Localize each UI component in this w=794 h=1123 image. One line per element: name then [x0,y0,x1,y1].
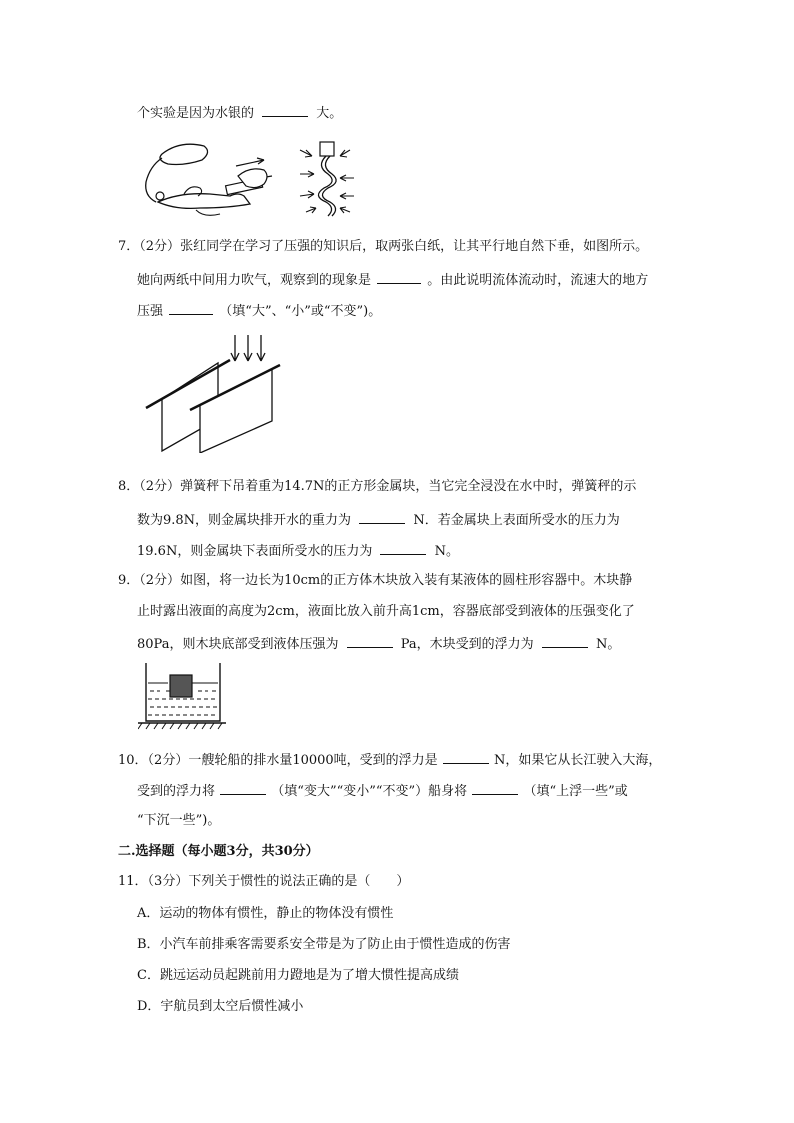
q11-option-b-text: B．小汽车前排乘客需要系安全带是为了防止由于惯性造成的伤害 [137,937,511,952]
section-heading-choice [118,843,319,861]
q9-answer-blank-2 [542,634,588,648]
q10-text-d: （填“变大”“变小”“不变”）船身将 [271,784,468,799]
q6-text-a: 个实验是因为水银的 [137,106,255,121]
q9-score: （2分） [139,573,181,588]
q10-answer-blank-1 [443,750,489,764]
q10-text-c: 受到的浮力将 [137,784,216,799]
q6-figure-pressure-apparatus [140,138,360,220]
q7-number: 7． [118,239,140,254]
q8-number: 8． [118,479,140,494]
q10-line-2 [137,781,628,801]
q9-text: 如图，将一边长为10cm的正方体木块放入装有某液体的圆柱形容器中。木块静 [180,573,633,588]
q7-answer-blank-1 [377,270,421,284]
q7-score: （2分） [139,239,181,254]
q7-answer-blank-2 [169,301,213,315]
q10-answer-blank-3 [472,781,518,795]
q6-continuation-line [137,103,342,123]
q10-answer-blank-2 [220,781,266,795]
q11-option-c[interactable] [137,967,459,985]
q10-line-1 [118,750,661,770]
q8-answer-blank-2 [380,541,426,555]
q10-number: 10． [118,753,148,768]
q8-text: 弹簧秤下吊着重为14.7N的正方形金属块，当它完全浸没在水中时，弹簧秤的示 [180,479,637,494]
q11-option-a[interactable] [137,905,393,923]
q7-text: 张红同学在学习了压强的知识后，取两张白纸，让其平行地自然下垂，如图所示。 [180,239,649,254]
q11-option-d-text: D．宇航员到太空后惯性减小 [137,999,304,1014]
q9-line-1 [118,572,632,590]
q11-option-d[interactable] [137,998,303,1016]
q10-text-b: N，如果它从长江驶入大海， [493,753,662,768]
q8-score: （2分） [139,479,181,494]
q10-text-a: 一艘轮船的排水量10000吨，受到的浮力是 [188,753,438,768]
q9-answer-blank-1 [347,634,393,648]
q11-score: （3分） [147,874,189,889]
q8-line-3 [137,541,459,561]
q9-number: 9． [118,573,140,588]
q8-text-b: 数为9.8N，则金属块排开水的重力为 [137,513,352,528]
q11-stem-line [118,873,409,891]
q11-stem: 下列关于惯性的说法正确的是（ ） [188,874,410,889]
q10-text-f: “下沉一些”)。 [137,813,221,828]
q8-text-d: 19.6N，则金属块下表面所受水的压力为 [137,544,373,559]
q10-line-3 [137,812,220,830]
q6-text-b: 大。 [316,106,343,121]
q10-text-e: （填“上浮一些”或 [523,784,628,799]
q7-text-b: 她向两纸中间用力吹气，观察到的现象是 [137,273,372,288]
q9-line-2 [137,603,635,621]
q9-text-c: 80Pa，则木块底部受到液体压强为 [137,637,339,652]
q11-number: 11． [118,874,148,889]
q8-line-2 [137,510,620,530]
q11-option-a-text: A．运动的物体有惯性，静止的物体没有惯性 [137,906,394,921]
q7-line-2 [137,270,648,290]
q9-text-b: 止时露出液面的高度为2cm，液面比放入前升高1cm，容器底部受到液体的压强变化了 [137,604,635,619]
q8-line-1 [118,478,636,496]
q7-line-1 [118,238,648,256]
q9-text-d: Pa，木块受到的浮力为 [400,637,534,652]
q10-score: （2分） [147,753,189,768]
q8-answer-blank-1 [359,510,405,524]
q7-text-c: 。由此说明流体流动时，流速大的地方 [427,273,649,288]
q11-option-b[interactable] [137,936,511,954]
q8-text-e: N。 [434,544,459,559]
q9-line-3 [137,634,620,654]
q9-text-e: N。 [595,637,621,652]
q9-figure-floating-block [138,663,228,735]
q11-option-c-text: C．跳远运动员起跳前用力蹬地是为了增大惯性提高成绩 [137,968,459,983]
q6-answer-blank [262,103,308,117]
q7-text-d: 压强 [137,304,164,319]
section-heading-text: 二.选择题（每小题3分，共30分） [118,844,319,859]
q7-text-e: （填“大”、“小”或“不变”)。 [219,304,382,319]
q7-figure-hanging-papers [140,333,290,453]
q7-line-3 [137,301,381,321]
q8-text-c: N．若金属块上表面所受水的压力为 [413,513,620,528]
